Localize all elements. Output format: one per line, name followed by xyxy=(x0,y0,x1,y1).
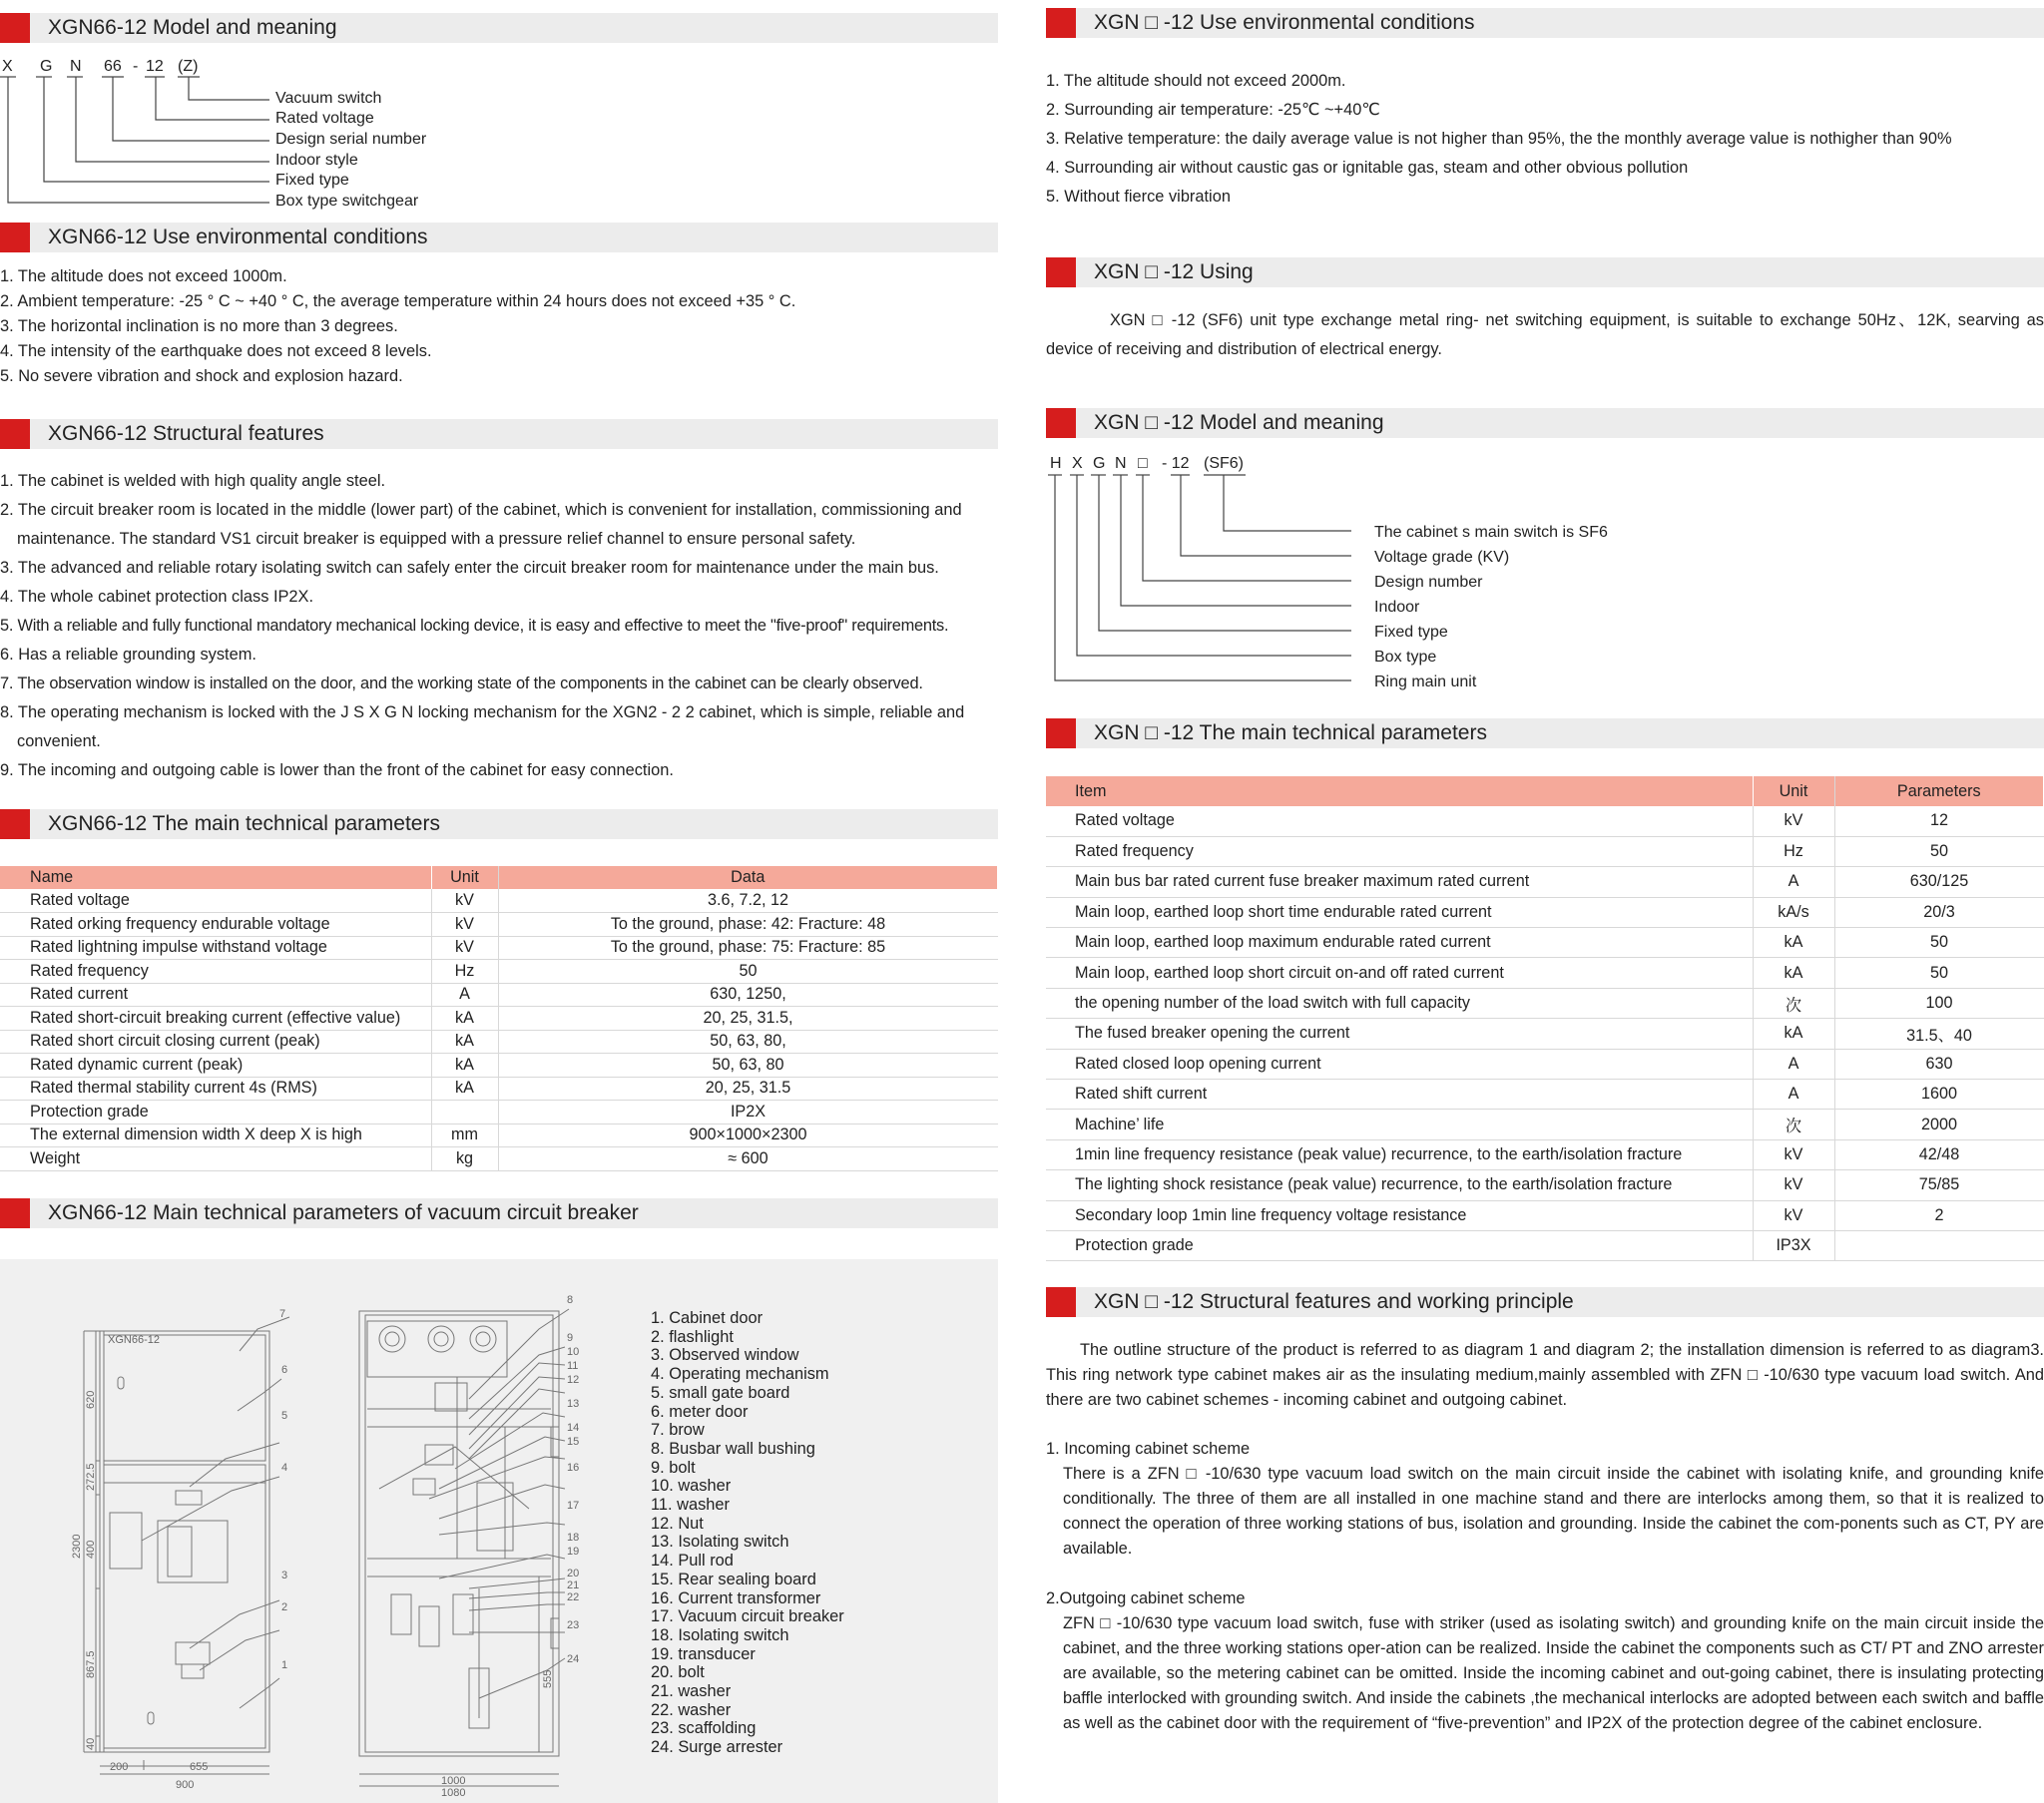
table-row xyxy=(0,936,998,960)
dim-label: 620 xyxy=(85,1390,97,1409)
callout-number: 14 xyxy=(567,1422,580,1434)
cell-unit: kV xyxy=(1753,1139,1834,1169)
legend-item: 13. Isolating switch xyxy=(651,1533,789,1552)
cabinet-door xyxy=(104,1465,265,1748)
model-code-char: □ xyxy=(1138,455,1148,472)
column-header: Data xyxy=(498,866,998,889)
cell-item: the opening number of the load switch with full capacity xyxy=(1046,988,1753,1018)
model-code-char: H xyxy=(1050,455,1062,472)
cell-data: 50, 63, 80, xyxy=(498,1030,998,1054)
model-code-char: - xyxy=(133,58,139,75)
legend-item: 5. small gate board xyxy=(651,1383,790,1402)
cell-unit: kA/s xyxy=(1753,897,1834,927)
cell-name: Rated short-circuit breaking current (effective value) xyxy=(0,1007,431,1031)
legend-item: 16. Current transformer xyxy=(651,1588,821,1607)
section-marker-icon xyxy=(0,1198,30,1228)
cell-data: To the ground, phase: 75: Fracture: 85 xyxy=(498,936,998,960)
table-row xyxy=(0,1101,998,1125)
section-header-using xyxy=(1046,257,2044,287)
structural-list xyxy=(0,467,998,785)
section-header-env xyxy=(1046,8,2044,38)
cell-param: 50 xyxy=(1834,958,2044,988)
column-header: Item xyxy=(1046,776,1753,806)
callout-number: 8 xyxy=(567,1294,574,1306)
cell-unit: kV xyxy=(431,913,498,937)
list-item: 1. The altitude does not exceed 1000m. xyxy=(0,267,287,285)
cell-param xyxy=(1834,1230,2044,1260)
table-row xyxy=(0,913,998,937)
callout-number: 12 xyxy=(567,1374,580,1386)
table-row xyxy=(0,1077,998,1101)
legend-item: 1. Cabinet door xyxy=(651,1309,764,1327)
meter-door xyxy=(104,1335,265,1461)
cell-unit: mm xyxy=(431,1124,498,1147)
cell-unit: kA xyxy=(1753,958,1834,988)
table-row xyxy=(1046,867,2044,897)
column-header: Name xyxy=(0,866,431,889)
table-row xyxy=(0,1007,998,1031)
dim-label: 1000 xyxy=(441,1775,466,1787)
cell-item: Rated shift current xyxy=(1046,1080,1753,1110)
cell-unit: kA xyxy=(431,1077,498,1101)
model-label: Indoor xyxy=(1374,599,1420,616)
model-label: Voltage grade (KV) xyxy=(1374,549,1510,566)
table-row xyxy=(0,1124,998,1147)
callout-number: 10 xyxy=(567,1346,580,1358)
cell-unit: 次 xyxy=(1753,1110,1834,1139)
section-marker-icon xyxy=(1046,718,1076,748)
list-item: 2. The circuit breaker room is located in the middle (lower part) of the cabinet, which is convenient for installation, commissioning and maintenance. The standard VS1 circuit breaker is equipped with a pressure relief channel to ensure personal safety. xyxy=(0,501,962,548)
section-title: XGN □ -12 The main technical parameters xyxy=(1094,721,1487,744)
dim-label: 272.5 xyxy=(85,1463,97,1491)
callout-number: 13 xyxy=(567,1398,580,1410)
struct-intro: The outline structure of the product is referred to as diagram 1 and diagram 2; the installation dimension is referred to as diagram3. This ring network type cabinet makes air as the insulating medium,mainly assembled with ZFN □ -10/630 type vacuum load switch. And there are two cabinet schemes - incoming cabinet and outgoing cabinet. xyxy=(1046,1341,2044,1409)
table-row xyxy=(1046,897,2044,927)
cell-item: The lighting shock resistance (peak value) recurrence, to the earth/isolation fracture xyxy=(1046,1170,1753,1200)
cell-item: Main loop, earthed loop maximum endurable rated current xyxy=(1046,928,1753,958)
list-item: 5. No severe vibration and shock and explosion hazard. xyxy=(0,367,403,385)
incoming-title: 1. Incoming cabinet scheme xyxy=(1046,1440,1251,1458)
callout-number: 9 xyxy=(567,1332,574,1344)
list-item: 3. The horizontal inclination is no more than 3 degrees. xyxy=(0,317,398,335)
cell-unit: IP3X xyxy=(1753,1230,1834,1260)
cell-data: ≈ 600 xyxy=(498,1147,998,1171)
dim-label: 867.5 xyxy=(85,1650,97,1678)
cell-name: Rated voltage xyxy=(0,889,431,913)
cell-unit: kA xyxy=(431,1030,498,1054)
legend-item: 15. Rear sealing board xyxy=(651,1570,816,1588)
model-label: Ring main unit xyxy=(1374,674,1477,690)
table-row xyxy=(1046,1170,2044,1200)
legend-item: 3. Observed window xyxy=(651,1346,799,1365)
callout-number: 23 xyxy=(567,1619,580,1631)
dim-label: 200 xyxy=(110,1761,129,1773)
cell-unit: A xyxy=(1753,1080,1834,1110)
cell-item: Rated voltage xyxy=(1046,806,1753,836)
section-header-model xyxy=(1046,408,2044,438)
model-code-char: X xyxy=(1072,455,1083,472)
section-marker-icon xyxy=(0,13,30,43)
section-title: XGN □ -12 Structural features and working principle xyxy=(1094,1290,1574,1313)
section-marker-icon xyxy=(0,809,30,839)
list-item: 4. The intensity of the earthquake does not exceed 8 levels. xyxy=(0,342,432,360)
list-item: 4. Surrounding air without caustic gas or ignitable gas, steam and other obvious pollution xyxy=(1046,159,1689,177)
legend-item: 9. bolt xyxy=(651,1458,696,1477)
model-label: Design serial number xyxy=(275,131,427,148)
dim-label: 655 xyxy=(190,1761,209,1773)
env-list xyxy=(1046,67,2044,212)
section-title: XGN66-12 The main technical parameters xyxy=(48,812,440,835)
legend-item: 2. flashlight xyxy=(651,1327,734,1346)
section-header-params xyxy=(0,809,998,839)
list-item: 2. Surrounding air temperature: -25℃ ~+40℃ xyxy=(1046,101,1380,119)
callout-number: 21 xyxy=(567,1579,580,1591)
cell-param: 1600 xyxy=(1834,1080,2044,1110)
callout-number: 6 xyxy=(281,1364,288,1376)
column-header: Parameters xyxy=(1834,776,2044,806)
cell-name: Rated lightning impulse withstand voltage xyxy=(0,936,431,960)
cell-name: Rated frequency xyxy=(0,960,431,984)
using-text: XGN □ -12 (SF6) unit type exchange metal ring- net switching equipment, is suitable to exchange 50Hz、12K, searving as device of receiving and distribution of electrical energy. xyxy=(1046,311,2044,358)
model-code-char: (Z) xyxy=(178,58,199,75)
section-title: XGN66-12 Structural features xyxy=(48,422,324,445)
dim-label: 1080 xyxy=(441,1787,466,1799)
model-label: Indoor style xyxy=(275,152,358,169)
model-label: Box type switchgear xyxy=(275,193,419,210)
table-row xyxy=(1046,1139,2044,1169)
callout-number: 24 xyxy=(567,1653,580,1665)
side-cabinet-outline xyxy=(359,1311,559,1756)
legend-item: 22. washer xyxy=(651,1700,732,1719)
table-row xyxy=(1046,1080,2044,1110)
section-marker-icon xyxy=(0,223,30,252)
legend-item: 12. Nut xyxy=(651,1514,704,1533)
legend-item: 10. washer xyxy=(651,1477,732,1496)
cell-item: Rated frequency xyxy=(1046,836,1753,866)
model-code-char: G xyxy=(40,58,53,75)
cell-item: Main bus bar rated current fuse breaker maximum rated current xyxy=(1046,867,1753,897)
section-header-model xyxy=(0,13,998,43)
table-row xyxy=(1046,836,2044,866)
model-code-char: X xyxy=(2,58,13,75)
section-header-structural xyxy=(0,419,998,449)
cell-param: 100 xyxy=(1834,988,2044,1018)
cell-unit: kV xyxy=(1753,1170,1834,1200)
table-row xyxy=(1046,928,2044,958)
cell-unit: A xyxy=(1753,867,1834,897)
list-item: 7. The observation window is installed on the door, and the working state of the components in the cabinet can be clearly observed. xyxy=(0,675,923,692)
cell-unit: kV xyxy=(1753,806,1834,836)
cell-unit: Hz xyxy=(431,960,498,984)
model-code-diagram xyxy=(1046,455,1608,694)
callout-number: 5 xyxy=(281,1410,288,1422)
cell-unit xyxy=(431,1101,498,1125)
outgoing-title: 2.Outgoing cabinet scheme xyxy=(1046,1589,1246,1607)
model-code-char: N xyxy=(1115,455,1127,472)
model-code-char: 66 xyxy=(104,58,122,75)
right-column xyxy=(1046,0,2044,1803)
list-item: 4. The whole cabinet protection class IP2X. xyxy=(0,588,314,606)
cell-name: Rated dynamic current (peak) xyxy=(0,1054,431,1078)
legend-item: 4. Operating mechanism xyxy=(651,1365,829,1384)
cell-data: 20, 25, 31.5 xyxy=(498,1077,998,1101)
cell-name: The external dimension width X deep X is high xyxy=(0,1124,431,1147)
cell-item: Main loop, earthed loop short circuit on-and off rated current xyxy=(1046,958,1753,988)
cell-unit: 次 xyxy=(1753,988,1834,1018)
table-row xyxy=(0,960,998,984)
cell-unit: kA xyxy=(1753,928,1834,958)
cell-param: 75/85 xyxy=(1834,1170,2044,1200)
table-row xyxy=(1046,806,2044,836)
section-title: XGN66-12 Model and meaning xyxy=(48,16,337,39)
callout-number: 16 xyxy=(567,1462,580,1474)
cell-unit: kA xyxy=(431,1054,498,1078)
cell-data: 50 xyxy=(498,960,998,984)
table-row xyxy=(1046,1230,2044,1260)
table-row xyxy=(0,983,998,1007)
cell-name: Rated current xyxy=(0,983,431,1007)
cell-param: 50 xyxy=(1834,928,2044,958)
cell-unit: A xyxy=(431,983,498,1007)
legend-item: 18. Isolating switch xyxy=(651,1625,789,1644)
list-item: 1. The altitude should not exceed 2000m. xyxy=(1046,72,1346,90)
list-item: 5. Without fierce vibration xyxy=(1046,188,1231,206)
model-label: Box type xyxy=(1374,649,1437,666)
list-item: 8. The operating mechanism is locked with the J S X G N locking mechanism for the XGN2 - 2 2 cabinet, which is simple, reliable and convenient. xyxy=(0,703,965,750)
section-title: XGN □ -12 Use environmental conditions xyxy=(1094,11,1475,34)
list-item: 3. Relative temperature: the daily average value is not higher than 95%, the the monthly average value is nothigher than 90% xyxy=(1046,130,1952,148)
table-row xyxy=(1046,958,2044,988)
column-header: Unit xyxy=(431,866,498,889)
cell-data: To the ground, phase: 42: Fracture: 48 xyxy=(498,913,998,937)
cell-item: Protection grade xyxy=(1046,1230,1753,1260)
params-table xyxy=(0,866,998,1171)
dim-label: 900 xyxy=(176,1779,195,1791)
list-item: 3. The advanced and reliable rotary isolating switch can safely enter the circuit breaker room for maintenance under the main bus. xyxy=(0,559,939,577)
incoming-text: There is a ZFN □ -10/630 type vacuum load switch on the main circuit inside the cabinet with isolating knife, and grounding knife conditionally. The three of them are all installed in one machine stand and there are interlocks among them, so that it is realized to connect the operation of three working stations of bus, isolation and grounding. Inside the cabinet the com-ponents such as CT, PY are available. xyxy=(1063,1465,2044,1558)
list-item: 9. The incoming and outgoing cable is lower than the front of the cabinet for easy connection. xyxy=(0,761,674,779)
model-leader-lines xyxy=(1046,455,1605,694)
cell-name: Rated short circuit closing current (peak) xyxy=(0,1030,431,1054)
table-row xyxy=(1046,1200,2044,1230)
cell-name: Weight xyxy=(0,1147,431,1171)
cell-unit: kg xyxy=(431,1147,498,1171)
table-row xyxy=(0,1054,998,1078)
callout-number: 2 xyxy=(281,1601,288,1613)
cell-unit: kV xyxy=(431,889,498,913)
section-title: XGN66-12 Main technical parameters of vacuum circuit breaker xyxy=(48,1201,639,1224)
cell-param: 12 xyxy=(1834,806,2044,836)
cell-param: 630/125 xyxy=(1834,867,2044,897)
cell-param: 20/3 xyxy=(1834,897,2044,927)
cell-data: 50, 63, 80 xyxy=(498,1054,998,1078)
cell-item: Machine’ life xyxy=(1046,1110,1753,1139)
cell-data: 900×1000×2300 xyxy=(498,1124,998,1147)
cell-unit: kA xyxy=(1753,1019,1834,1049)
cell-unit: Hz xyxy=(1753,836,1834,866)
legend-item: 14. Pull rod xyxy=(651,1552,734,1571)
model-label: Vacuum switch xyxy=(275,90,382,107)
callout-number: 19 xyxy=(567,1546,580,1558)
table-row xyxy=(0,1030,998,1054)
section-header-vcb xyxy=(0,1198,998,1228)
model-label: Design number xyxy=(1374,574,1483,591)
dim-label: 555 xyxy=(542,1669,554,1688)
cell-unit: A xyxy=(1753,1049,1834,1079)
cell-param: 2000 xyxy=(1834,1110,2044,1139)
table-row xyxy=(0,889,998,913)
cell-unit: kV xyxy=(431,936,498,960)
list-item: 2. Ambient temperature: -25 ° C ~ +40 ° C, the average temperature within 24 hours does not exceed +35 ° C. xyxy=(0,292,796,310)
cell-param: 42/48 xyxy=(1834,1139,2044,1169)
table-row xyxy=(0,1147,998,1171)
front-cabinet-outline xyxy=(100,1331,269,1752)
section-header-structural xyxy=(1046,1287,2044,1317)
cell-data: 3.6, 7.2, 12 xyxy=(498,889,998,913)
model-label: Fixed type xyxy=(1374,624,1448,641)
cell-data: 20, 25, 31.5, xyxy=(498,1007,998,1031)
section-marker-icon xyxy=(1046,8,1076,38)
drawing-front-label: XGN66-12 xyxy=(108,1334,160,1346)
section-title: XGN □ -12 Using xyxy=(1094,260,1254,283)
section-marker-icon xyxy=(1046,1287,1076,1317)
drawing-legend xyxy=(651,1309,844,1757)
callout-number: 15 xyxy=(567,1436,580,1448)
section-header-params xyxy=(1046,718,2044,748)
dim-label: 400 xyxy=(85,1540,97,1559)
cell-name: Protection grade xyxy=(0,1101,431,1125)
cell-name: Rated thermal stability current 4s (RMS) xyxy=(0,1077,431,1101)
callout-number: 1 xyxy=(281,1659,288,1671)
cell-data: IP2X xyxy=(498,1101,998,1125)
model-code-char: - 12 xyxy=(1162,455,1190,472)
env-list xyxy=(0,264,998,389)
table-header-row xyxy=(0,866,998,889)
drawing-area xyxy=(0,1259,998,1803)
legend-item: 8. Busbar wall bushing xyxy=(651,1439,815,1458)
cell-param: 2 xyxy=(1834,1200,2044,1230)
cell-item: Rated closed loop opening current xyxy=(1046,1049,1753,1079)
callout-number: 20 xyxy=(567,1568,580,1579)
cell-param: 50 xyxy=(1834,836,2044,866)
column-header: Unit xyxy=(1753,776,1834,806)
section-title: XGN66-12 Use environmental conditions xyxy=(48,225,428,248)
callout-number: 4 xyxy=(281,1462,288,1474)
legend-item: 19. transducer xyxy=(651,1644,756,1663)
outgoing-text: ZFN □ -10/630 type vacuum load switch, fuse with striker (used as isolating switch) and grounding knife on the main circuit inside the cabinet, and the three working stations oper-ation can be realized. Inside the cabinet the components such as CT/ PT and ZNO arrester are available, so the metering cabinet can be omitted. Inside the incoming cabinet and out-going cabinet, there is insulating protecting baffle interlocked with grounding switch. And inside the cabinets ,the mechanical interlocks are adopted between each switch and baffle as well as the cabinet door with the requirement of “five-prevention” and IP2X of the protection degree of the cabinet enclosure. xyxy=(1063,1614,2044,1732)
section-header-env xyxy=(0,223,998,252)
cell-item: Secondary loop 1min line frequency voltage resistance xyxy=(1046,1200,1753,1230)
callout-number: 22 xyxy=(567,1591,580,1603)
callout-number: 7 xyxy=(279,1308,286,1320)
section-title: XGN □ -12 Model and meaning xyxy=(1094,411,1384,434)
legend-item: 7. brow xyxy=(651,1421,705,1440)
legend-item: 6. meter door xyxy=(651,1402,749,1421)
list-item: 5. With a reliable and fully functional mandatory mechanical locking device, it is easy and effective to meet the "five-proof" requirements. xyxy=(0,617,949,635)
list-item: 1. The cabinet is welded with high quality angle steel. xyxy=(0,472,386,490)
dim-label: 40 xyxy=(85,1737,97,1750)
list-item: 6. Has a reliable grounding system. xyxy=(0,646,256,664)
model-label: The cabinet s main switch is SF6 xyxy=(1374,524,1608,541)
section-marker-icon xyxy=(1046,408,1076,438)
model-code-char: 12 xyxy=(146,58,164,75)
cell-item: 1min line frequency resistance (peak value) recurrence, to the earth/isolation fracture xyxy=(1046,1139,1753,1169)
model-code-diagram xyxy=(0,58,459,218)
table-header-row xyxy=(1046,776,2044,806)
dim-label: 2300 xyxy=(71,1534,83,1559)
legend-item: 20. bolt xyxy=(651,1663,705,1682)
callout-number: 3 xyxy=(281,1570,288,1581)
table-row xyxy=(1046,1110,2044,1139)
cell-unit: kA xyxy=(431,1007,498,1031)
legend-item: 21. washer xyxy=(651,1682,732,1701)
cell-param: 630 xyxy=(1834,1049,2044,1079)
legend-item: 23. scaffolding xyxy=(651,1719,757,1738)
model-code-char: G xyxy=(1093,455,1106,472)
legend-item: 17. Vacuum circuit breaker xyxy=(651,1607,844,1626)
model-label: Fixed type xyxy=(275,172,349,189)
callout-number: 17 xyxy=(567,1500,580,1512)
section-marker-icon xyxy=(1046,257,1076,287)
table-row xyxy=(1046,988,2044,1018)
callout-number: 18 xyxy=(567,1532,580,1544)
model-label: Rated voltage xyxy=(275,110,374,127)
cell-data: 630, 1250, xyxy=(498,983,998,1007)
cell-item: The fused breaker opening the current xyxy=(1046,1019,1753,1049)
cell-param: 31.5、40 xyxy=(1834,1019,2044,1049)
table-row xyxy=(1046,1019,2044,1049)
legend-item: 24. Surge arrester xyxy=(651,1738,783,1757)
cell-item: Main loop, earthed loop short time endurable rated current xyxy=(1046,897,1753,927)
params-table xyxy=(1046,776,2044,1261)
section-marker-icon xyxy=(0,419,30,449)
table-row xyxy=(1046,1049,2044,1079)
cell-name: Rated orking frequency endurable voltage xyxy=(0,913,431,937)
legend-item: 11. washer xyxy=(651,1496,730,1515)
cell-unit: kV xyxy=(1753,1200,1834,1230)
left-column xyxy=(0,0,998,1803)
callout-number: 11 xyxy=(567,1360,579,1372)
model-code-char: N xyxy=(70,58,82,75)
model-code-char: (SF6) xyxy=(1204,455,1244,472)
cabinet-drawing xyxy=(0,1259,639,1803)
